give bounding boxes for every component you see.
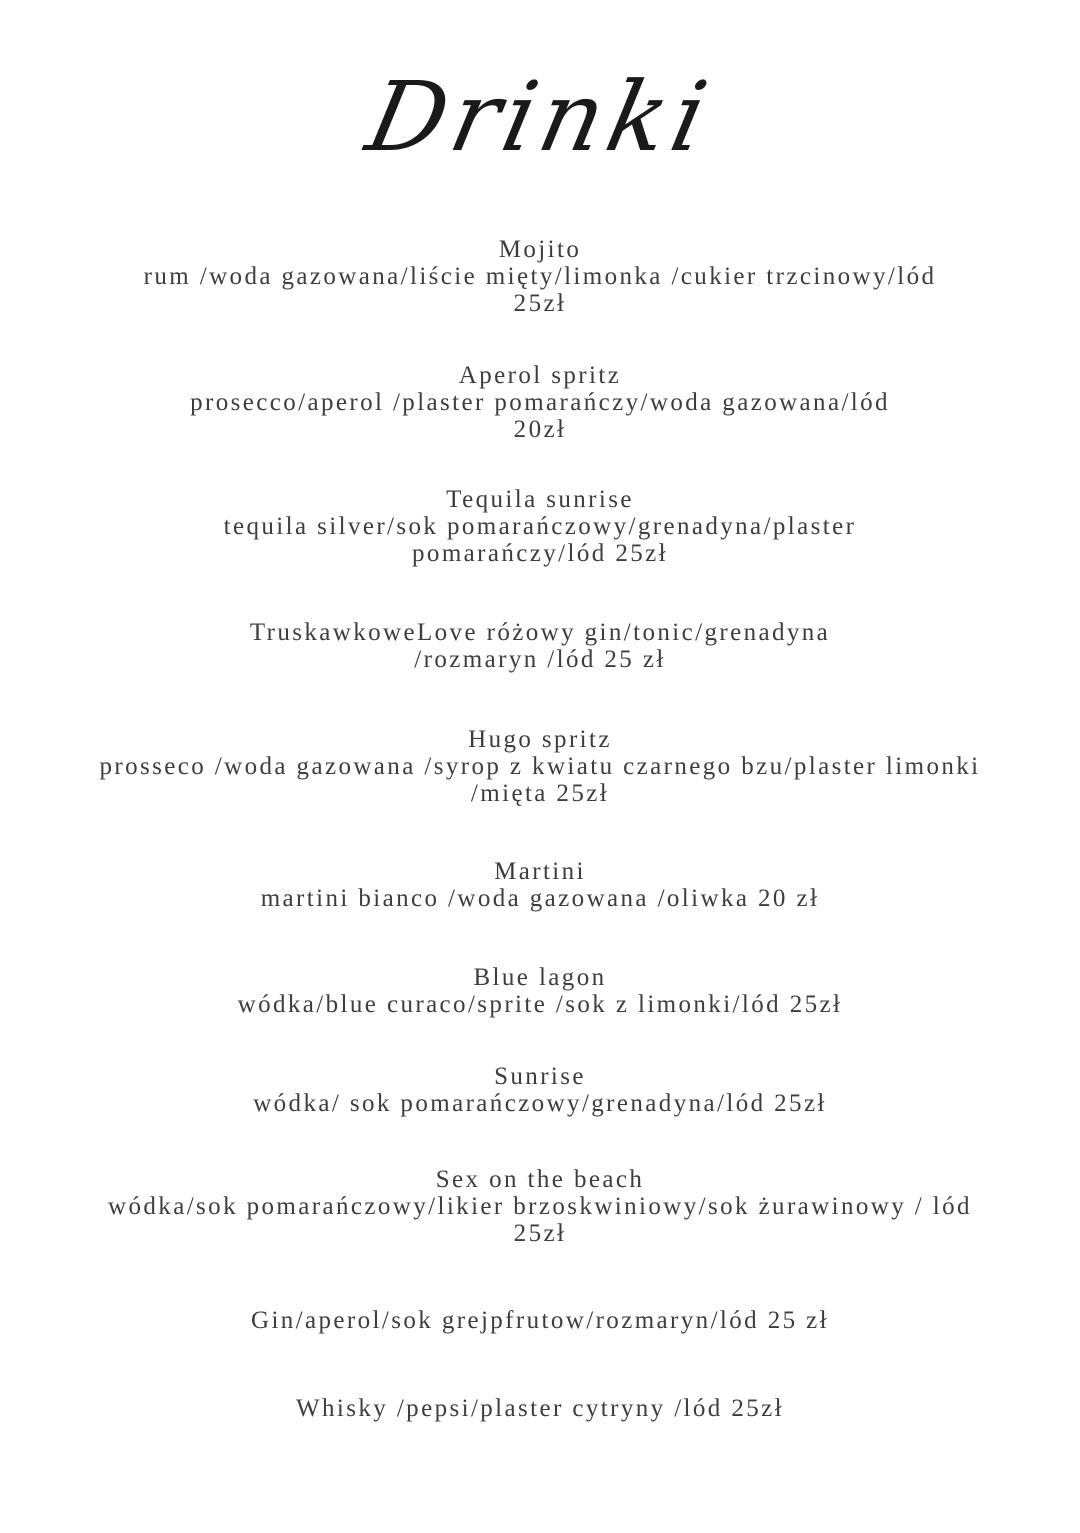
item-ingredients: prosseco /woda gazowana /syrop z kwiatu czarnego bzu/plaster limonki: [99, 753, 981, 780]
item-name-ingredients: TruskawkoweLove różowy gin/tonic/grenadyna: [249, 619, 831, 646]
menu-item-hugo-spritz: [30, 726, 1050, 807]
menu-item-blue-lagon: [30, 964, 1050, 1018]
item-name: Blue lagon: [473, 964, 607, 991]
item-ingredients-price: pomarańczy/lód 25zł: [412, 540, 668, 567]
menu-item-whisky: [30, 1395, 1050, 1422]
item-name: Aperol spritz: [458, 362, 622, 389]
item-ingredients-price: martini bianco /woda gazowana /oliwka 20 zł: [260, 885, 820, 912]
item-ingredients: wódka/sok pomarańczowy/likier brzoskwiniowy/sok żurawinowy / lód: [108, 1193, 972, 1220]
item-ingredients: tequila silver/sok pomarańczowy/grenadyna/plaster: [223, 513, 857, 540]
item-ingredients-price: Whisky /pepsi/plaster cytryny /lód 25zł: [296, 1395, 784, 1422]
item-name: Mojito: [498, 236, 582, 263]
item-price: 20zł: [513, 416, 567, 443]
item-name: Sunrise: [494, 1063, 586, 1090]
item-name: Hugo spritz: [468, 726, 612, 753]
menu-item-truskawkowelove: [30, 619, 1050, 673]
item-price: 25zł: [513, 290, 567, 317]
item-ingredients-price: Gin/aperol/sok grejpfrutow/rozmaryn/lód 25 zł: [250, 1307, 830, 1334]
item-name: Martini: [494, 858, 586, 885]
item-ingredients-price: wódka/ sok pomarańczowy/grenadyna/lód 25zł: [253, 1090, 827, 1117]
item-ingredients: rum /woda gazowana/liście mięty/limonka /cukier trzcinowy/lód: [143, 263, 937, 290]
item-name: Tequila sunrise: [446, 486, 634, 513]
menu-item-mojito: [30, 236, 1050, 317]
menu-item-tequila-sunrise: [30, 486, 1050, 567]
item-name: Sex on the beach: [435, 1166, 645, 1193]
item-ingredients-price: /mięta 25zł: [470, 780, 610, 807]
item-ingredients-price: wódka/blue curaco/sprite /sok z limonki/lód 25zł: [237, 991, 843, 1018]
item-ingredients-price: /rozmaryn /lód 25 zł: [414, 646, 666, 673]
page-title: Drinki: [357, 61, 723, 173]
menu-item-sunrise: [30, 1063, 1050, 1117]
menu-item-gin-aperol: [30, 1307, 1050, 1334]
menu-item-sex-on-the-beach: [30, 1166, 1050, 1247]
item-ingredients: prosecco/aperol /plaster pomarańczy/woda gazowana/lód: [190, 389, 890, 416]
menu-item-martini: [30, 858, 1050, 912]
item-price: 25zł: [513, 1220, 567, 1247]
menu-item-aperol-spritz: [30, 362, 1050, 443]
